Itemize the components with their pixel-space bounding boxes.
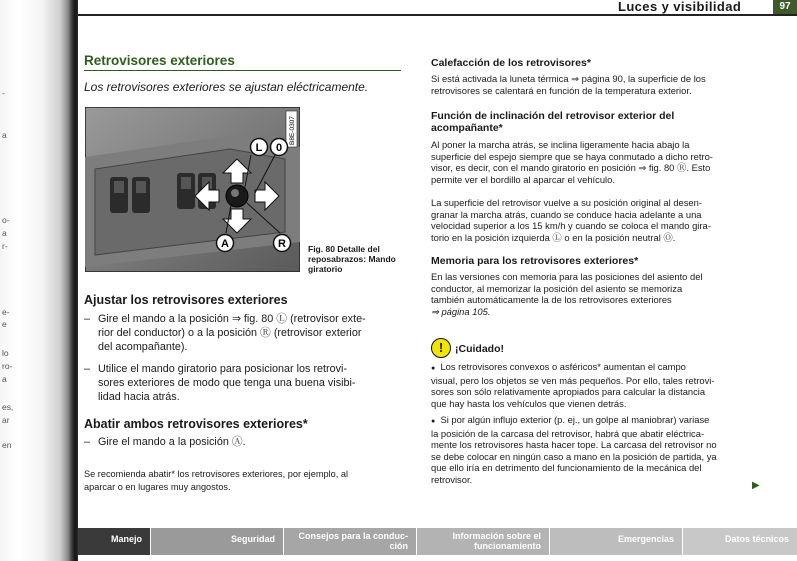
tab-consejos[interactable]: Consejos para la conduc- ción (284, 528, 416, 555)
svg-text:L: L (255, 142, 263, 154)
tilt-paragraph-2: La superficie del retrovisor vuelve a su posición original al desen- granar la marcha atrás, cuando se conduce hacia adelante a una velocidad superior a los 15 km/h y cuando se coloca el mando gira- torio en la posición izquierda Ⓛ o en la posición neutral Ⓞ. (431, 197, 711, 243)
figure-code: B8E-0307 (289, 116, 296, 145)
tilt-heading: Función de inclinación del retrovisor exterior del acompañante* (431, 110, 675, 134)
label-r-circle (274, 235, 291, 252)
heating-heading: Calefacción de los retrovisores* (431, 57, 591, 69)
tab-datos-tecnicos[interactable]: Datos técnicos (683, 528, 797, 555)
chapter-title: Luces y visibilidad (618, 0, 742, 14)
prev-fragment: r- (2, 241, 8, 251)
caution-icon: ! (431, 338, 451, 358)
svg-text:0: 0 (275, 142, 283, 154)
adjust-item-2: – Utilice el mando giratorio para posicionar los retrovi- sores exteriores de modo que tenga una buena visibi- lidad hacia atrás. (84, 363, 356, 403)
fold-heading: Abatir ambos retrovisores exteriores* (84, 417, 308, 431)
adjust-item-1: – Gire el mando a la posición ⇒ fig. 80 Ⓛ (retrovisor exte- rior del conductor) o a la posición Ⓡ (retrovisor exterior del acompañante). (84, 313, 366, 353)
fold-note: Se recomienda abatir* los retrovisores exteriores, por ejemplo, al aparcar o en lugares muy angostos. (84, 469, 349, 492)
svg-text:R: R (278, 238, 286, 250)
page-number: 97 (773, 0, 797, 14)
page-gutter (0, 0, 78, 561)
adjust-heading: Ajustar los retrovisores exteriores (84, 293, 288, 307)
prev-fragment: ar (2, 415, 10, 425)
prev-fragment: a (2, 374, 7, 384)
tab-informacion[interactable]: Información sobre el funcionamiento (417, 528, 549, 555)
figure-caption: Fig. 80 Detalle del reposabrazos: Mando giratorio (308, 244, 396, 274)
tab-manejo[interactable]: Manejo (78, 528, 150, 555)
tab-emergencias[interactable]: Emergencias (550, 528, 682, 555)
prev-fragment: - (2, 88, 5, 98)
section-intro: Los retrovisores exteriores se ajustan eléctricamente. (84, 80, 369, 94)
caution-bullet-1: ● Los retrovisores convexos o asféricos* aumentan el campo visual, pero los objetos se ven más pequeños. Por ello, tales retrovi- sores son sólo relativamente apropiados para calcular la distancia que hay hasta los vehículos que vienen detrás. (431, 361, 715, 409)
label-a-circle (217, 235, 234, 252)
heating-text: Si está activada la luneta térmica ⇒ página 90, la superficie de los retrovisores se calentará en función de la temperatura exterior. (431, 73, 706, 96)
prev-fragment: e (2, 319, 7, 329)
prev-fragment: lo (2, 348, 9, 358)
prev-fragment: es, (2, 402, 14, 412)
header-rule (78, 14, 797, 16)
prev-fragment: a (2, 228, 7, 238)
svg-text:A: A (221, 238, 229, 250)
prev-fragment: o- (2, 215, 10, 225)
memory-text: En las versiones con memoria para las posiciones del asiento del conductor, al memorizar la posición del asiento se memoriza también automáticamente la de los retrovisores exteriores ⇒ página 105. (431, 271, 703, 317)
figure-mirror-control (85, 107, 300, 272)
label-o-circle (271, 139, 288, 156)
prev-fragment: a (2, 130, 7, 140)
continue-arrow-icon: ▶ (752, 480, 760, 491)
section-title: Retrovisores exteriores (84, 53, 401, 71)
label-l-circle (251, 139, 268, 156)
prev-fragment: ro- (2, 361, 13, 371)
tilt-paragraph-1: Al poner la marcha atrás, se inclina ligeramente hacia abajo la superficie del espejo siempre que se haya conmutado a dicho retro- visor, es decir, con el mando giratorio en posición ⇒ fig. 80 Ⓡ. Esto permite ver el bordillo al aparcar el vehículo. (431, 139, 713, 185)
prev-fragment: en (2, 440, 12, 450)
prev-fragment: e- (2, 307, 10, 317)
memory-heading: Memoria para los retrovisores exteriores* (431, 255, 639, 267)
caution-bullet-2: ● Si por algún influjo exterior (p. ej., un golpe al maniobrar) variase la posición de la carcasa del retrovisor, habrá que abatir eléctrica- mente los retrovisores hasta hacer tope. La carcasa del retrovisor no se debe colocar en ningún caso a mano en la posición de partida, ya que ello iría en detrimento del funcionamiento de la mecánica del retrovisor. (431, 414, 717, 485)
tab-seguridad[interactable]: Seguridad (151, 528, 283, 555)
caution-heading: ¡Cuidado! (455, 343, 504, 355)
fold-item: – Gire el mando a la posición Ⓐ. (84, 436, 246, 448)
